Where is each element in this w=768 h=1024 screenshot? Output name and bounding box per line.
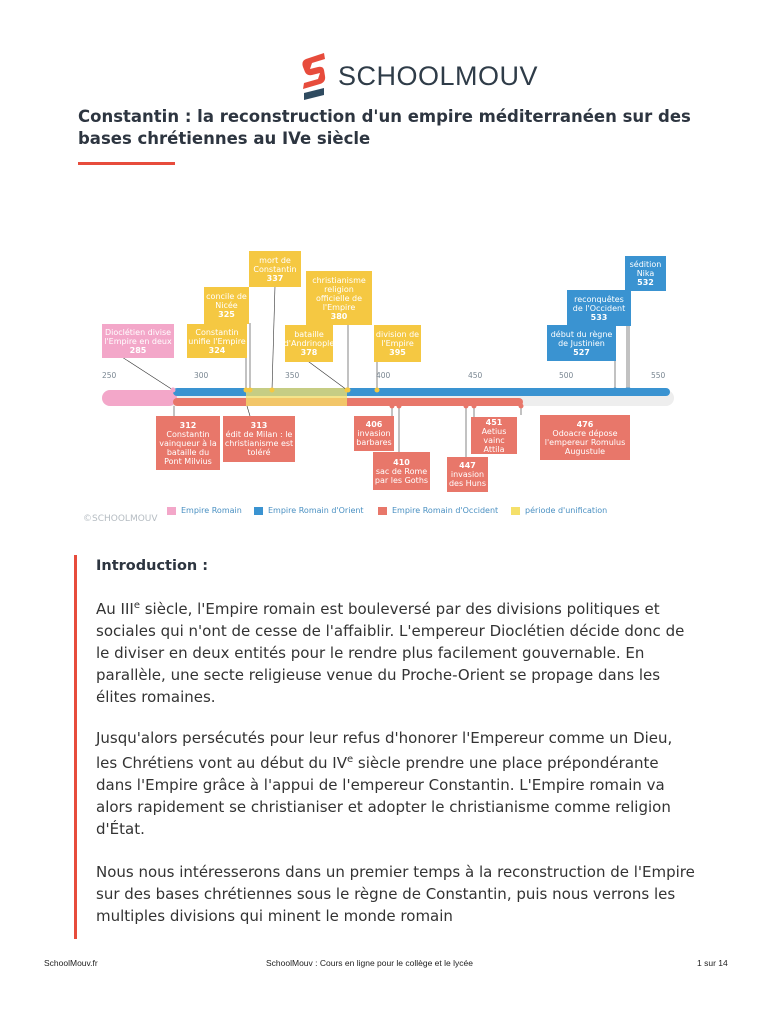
page-title: Constantin : la reconstruction d'un empire méditerranéen sur des bases chrétiennes au IVe siècle <box>78 107 691 148</box>
schoolmouv-logo <box>300 51 538 101</box>
tick-label: 250 <box>102 371 117 380</box>
paragraph: Nous nous intéresserons dans un premier temps à la reconstruction de l'Empire sur des bases chrétiennes sous le règne de Constantin, puis nous verrons les multiples divisions qui minent le monde romain <box>96 863 695 925</box>
tick-label: 500 <box>559 371 574 380</box>
page-number: 1 sur 14 <box>697 958 728 968</box>
tick-label: 400 <box>376 371 391 380</box>
paragraph: Au IIIe siècle, l'Empire romain est bouleversé par des divisions politiques et sociales qui n'ont de cesse de l'affaiblir. L'empereur Dioclétien décide donc de le diviser en deux entités pour le rendre plus facilement gouvernable. En parallèle, une secte religieuse venue du Proche-Orient se propage dans les élites romaines. <box>96 600 685 706</box>
legend-swatch <box>511 507 520 515</box>
event-box: concile de Nicée 325 <box>204 287 249 324</box>
event-box: 406 invasion barbares <box>354 416 394 451</box>
tick-label: 350 <box>285 371 300 380</box>
event-box: 312 Constantin vainqueur à la bataille du Pont Milvius <box>156 416 220 470</box>
event-box: Constantin unifie l'Empire 324 <box>187 324 247 358</box>
event-box: 476 Odoacre dépose l'empereur Romulus Augustule <box>540 415 630 460</box>
paragraph: Jusqu'alors persécutés pour leur refus d'honorer l'Empereur comme un Dieu, les Chrétiens vont au début du IVe siècle prendre une place prépondérante dans l'Empire grâce à l'appui de l'empereur Constantin. L'Empire romain va alors rapidement se christianiser et adopter le christianisme comme religion d'État. <box>96 729 673 838</box>
event-box: bataille d'Andrinople 378 <box>285 325 333 362</box>
event-box: division de l'Empire 395 <box>374 325 421 362</box>
legend-swatch <box>167 507 176 515</box>
tick-label: 450 <box>468 371 483 380</box>
legend-item: Empire Romain <box>167 506 242 515</box>
event-box: reconquêtes de l'Occident 533 <box>567 290 631 326</box>
tick-label: 300 <box>194 371 209 380</box>
timeline-figure <box>80 240 700 530</box>
logo-text: SCHOOLMOUV <box>338 60 539 91</box>
event-box: sédition Nika 532 <box>625 256 666 291</box>
copyright-notice: ©SCHOOLMOUV <box>83 514 158 524</box>
event-box: Dioclétien divise l'Empire en deux 285 <box>102 324 174 358</box>
tick-label: 550 <box>651 371 666 380</box>
event-box: mort de Constantin 337 <box>249 251 301 287</box>
footer-site: SchoolMouv.fr <box>44 958 98 968</box>
legend-item: période d'unification <box>511 506 607 515</box>
logo-s-icon <box>300 51 328 101</box>
legend-item: Empire Romain d'Occident <box>378 506 498 515</box>
event-box: 447 invasion des Huns <box>447 457 488 492</box>
section-heading: Introduction : <box>96 558 209 574</box>
footer-tagline: SchoolMouv : Cours en ligne pour le collège et le lycée <box>266 958 473 968</box>
event-box: 313 édit de Milan : le christianisme est toléré <box>223 416 295 462</box>
title-underline <box>78 162 175 165</box>
legend-swatch <box>378 507 387 515</box>
event-box: 410 sac de Rome par les Goths <box>373 452 430 490</box>
legend-item: Empire Romain d'Orient <box>254 506 364 515</box>
event-box: christianisme religion officielle de l'Empire 380 <box>306 271 372 325</box>
legend-swatch <box>254 507 263 515</box>
introduction-section <box>74 555 694 939</box>
event-box: 451 Aetius vainc Attila <box>471 417 517 454</box>
event-box: début du règne de Justinien 527 <box>547 325 616 361</box>
